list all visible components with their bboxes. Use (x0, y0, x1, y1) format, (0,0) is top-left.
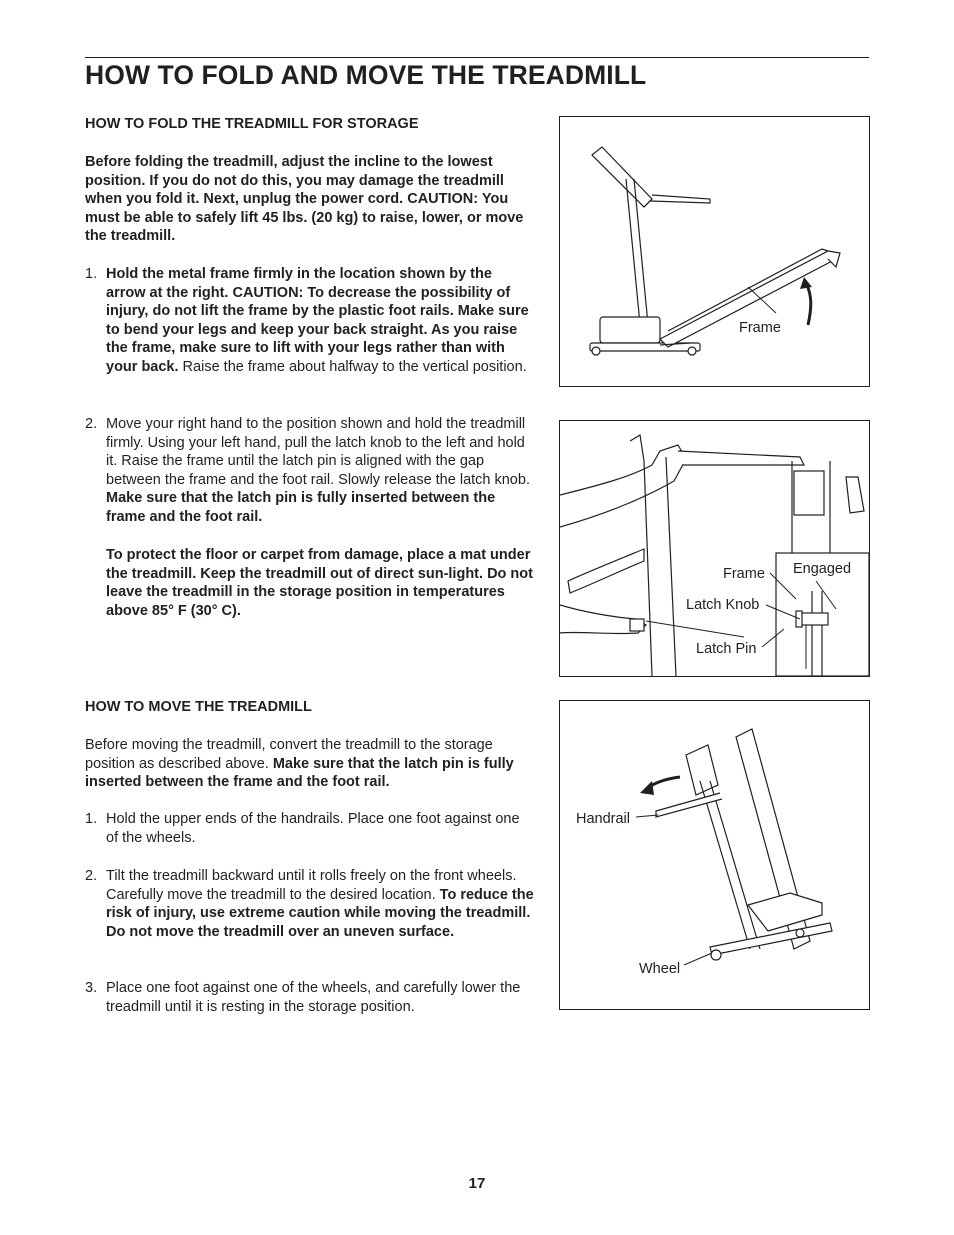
step-number: 3. (85, 980, 98, 996)
figure-lift-frame-illustration (560, 117, 869, 386)
fold-step-2-text: Move your right hand to the position shown and hold the treadmill firmly. Using your left hand, pull the latch knob to the left and hold it. Raise the frame until the latch pin is aligned with the gap between the frame and the foot rail. Slowly release the latch knob. (106, 416, 530, 488)
latch-knob-label: Latch Knob (686, 597, 760, 613)
page-title: HOW TO FOLD AND MOVE THE TREADMILL (85, 60, 647, 90)
engaged-label: Engaged (793, 561, 852, 577)
top-rule (85, 57, 869, 58)
step-number: 1. (85, 266, 98, 282)
figure-latch-pin (559, 420, 870, 677)
fold-step-1-text: Raise the frame about halfway to the vertical position. (178, 358, 527, 375)
fold-step-2-bold: Make sure that the latch pin is fully inserted between the frame and the foot rail. (106, 490, 496, 525)
latch-pin-label: Latch Pin (696, 641, 757, 657)
fold-intro: Before folding the treadmill, adjust the incline to the lowest position. If you do not do this, you may damage the treadmill when you fold it. Next, unplug the power cord. CAUTION: You must be able to safely lift 45 lbs. (20 kg) to raise, lower, or move the treadmill. (85, 154, 524, 245)
figure-lift-frame (559, 116, 870, 387)
handrail-label: Handrail (576, 811, 630, 827)
fold-section (85, 115, 535, 134)
move-intro-block (85, 736, 535, 792)
fold-step-1-bold: Hold the metal frame firmly in the location shown by the arrow at the right. CAUTION: To decrease the possibility of injury, do not lift the frame by the plastic foot rails. Make sure to bend your legs and keep your back straight. As you raise the frame, make sure to lift with your legs rather than with your back. (106, 266, 529, 375)
move-intro-bold: Make sure that the latch pin is fully inserted between the frame and the foot rail. (85, 755, 514, 791)
fold-intro-block (85, 153, 535, 246)
step-number: 2. (85, 416, 98, 432)
fold-heading: HOW TO FOLD THE TREADMILL FOR STORAGE (85, 116, 419, 132)
move-step-2-text: Tilt the treadmill backward until it rolls freely on the front wheels. Carefully move the treadmill to the desired location. (106, 868, 517, 903)
page-number: 17 (468, 1175, 486, 1192)
fold-step-1 (85, 265, 535, 377)
figure-latch-pin-illustration (560, 421, 869, 676)
frame-label: Frame (723, 566, 765, 582)
move-step-1-text: Hold the upper ends of the handrails. Place one foot against one of the wheels. (106, 811, 520, 846)
move-step-2-bold: To reduce the risk of injury, use extreme caution while moving the treadmill. Do not move the treadmill over an uneven surface. (106, 886, 534, 940)
move-heading: HOW TO MOVE THE TREADMILL (85, 699, 312, 715)
figure-move-treadmill-illustration (560, 701, 869, 1009)
move-section (85, 698, 535, 717)
figure-move-treadmill (559, 700, 870, 1010)
fold-step-2 (85, 415, 535, 527)
step-number: 1. (85, 811, 98, 827)
move-step-3 (85, 979, 535, 1016)
move-step-1 (85, 810, 535, 847)
wheel-label: Wheel (639, 961, 681, 977)
move-step-2 (85, 867, 535, 941)
fold-note-block (85, 546, 535, 620)
frame-label: Frame (739, 320, 781, 336)
move-step-3-text: Place one foot against one of the wheels, and carefully lower the treadmill until it is resting in the storage position. (106, 980, 521, 1015)
step-number: 2. (85, 868, 98, 884)
move-intro-text: Before moving the treadmill, convert the treadmill to the storage position as described above. (85, 737, 493, 772)
fold-note: To protect the floor or carpet from damage, place a mat under the treadmill. Keep the treadmill out of direct sun-light. Do not leave the treadmill in the storage position in temperatures above 85° F (30° C). (106, 547, 533, 619)
